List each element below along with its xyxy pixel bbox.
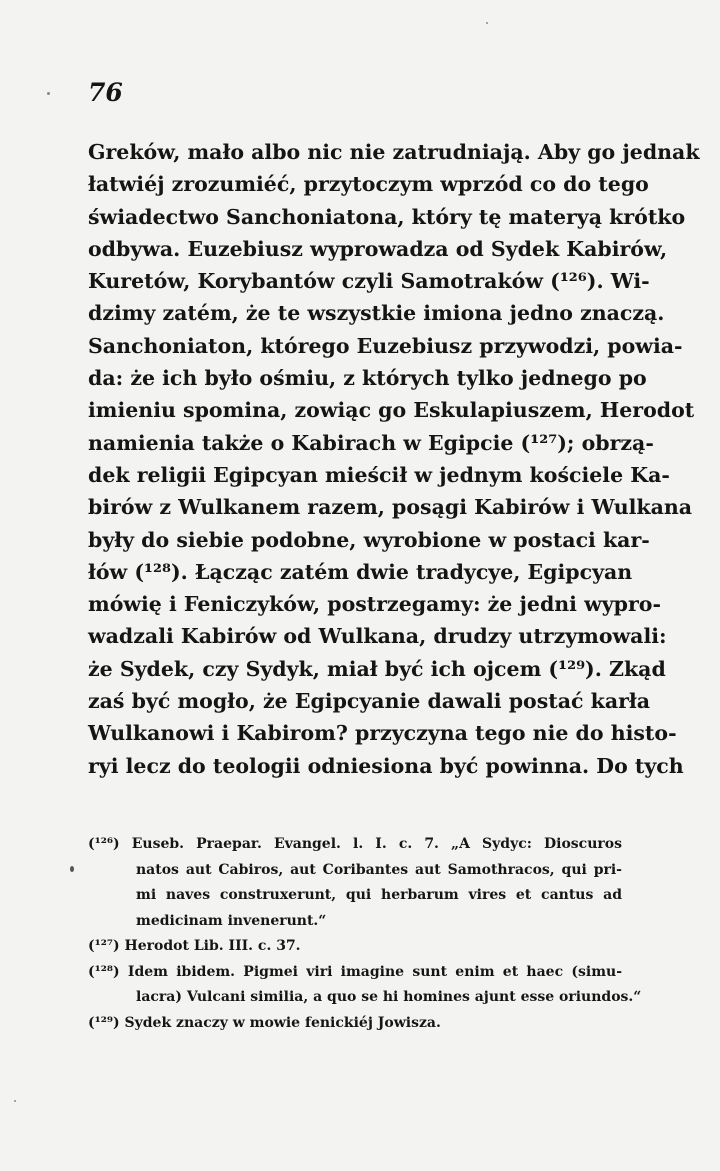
text-line: były do siebie podobne, wyrobione w postaci kar- — [88, 527, 650, 552]
text-line: Wulkanowi i Kabirom? przyczyna tego nie do histo- — [88, 721, 677, 746]
page-number: 76 — [88, 78, 123, 107]
footnote-line: lacra) Vulcani similia, a quo se hi homines ajunt esse oriundos.“ — [136, 989, 642, 1005]
text-line: namienia także o Kabirach w Egipcie (¹²⁷); obrzą- — [88, 430, 654, 455]
ink-speck — [486, 22, 488, 24]
ink-speck — [70, 866, 74, 872]
footnote-line: (¹²⁶) Euseb. Praepar. Evangel. l. I. c. 7. „A Sydyc: Dioscuros — [88, 836, 622, 852]
text-line: ryi lecz do teologii odniesiona być powinna. Do tych — [88, 753, 684, 778]
ink-speck — [14, 1100, 16, 1102]
footnote-line: natos aut Cabiros, aut Coribantes aut Samothracos, qui pri- — [136, 861, 622, 878]
text-line: imieniu spomina, zowiąc go Eskulapiuszem, Herodot — [88, 398, 695, 423]
main-text — [88, 136, 700, 782]
footnote-line: medicinam invenerunt.“ — [136, 912, 327, 929]
text-line: zaś być mogło, że Egipcyanie dawali postać karła — [88, 689, 651, 714]
text-line: Kuretów, Korybantów czyli Samotraków (¹²⁶). Wi- — [88, 269, 650, 294]
text-line: wadzali Kabirów od Wulkana, drudzy utrzymowali: — [88, 624, 667, 649]
text-line: że Sydek, czy Sydyk, miał być ich ojcem (¹²⁹). Zkąd — [88, 656, 666, 681]
footnote-line: (¹²⁹) Sydek znaczy w mowie fenickiéj Jowisza. — [88, 1014, 441, 1031]
text-line: Sanchoniaton, którego Euzebiusz przywodzi, powia- — [88, 333, 683, 358]
text-line: mówię i Feniczyków, postrzegamy: że jedni wypro- — [88, 592, 661, 617]
text-line: Greków, mało albo nic nie zatrudniają. Aby go jednak — [88, 140, 700, 164]
text-line: dzimy zatém, że te wszystkie imiona jedno znaczą. — [88, 301, 665, 326]
text-line: świadectwo Sanchoniatona, który tę materyą krótko — [88, 204, 686, 229]
text-line: łatwiéj zrozumiéć, przytoczym wprzód co do tego — [88, 172, 649, 197]
text-line: odbywa. Euzebiusz wyprowadza od Sydek Kabirów, — [88, 236, 668, 261]
text-line: da: że ich było ośmiu, z których tylko jednego po — [88, 366, 647, 391]
text-line: łów (¹²⁸). Łącząc zatém dwie tradycye, Egipcyan — [88, 559, 633, 584]
footnote-line: (¹²⁷) Herodot Lib. III. c. 37. — [88, 938, 301, 954]
footnote-line: mi naves construxerunt, qui herbarum vires et cantus ad — [136, 887, 622, 903]
text-line: dek religii Egipcyan mieścił w jednym kościele Ka- — [88, 462, 670, 487]
ink-speck — [47, 92, 50, 95]
footnotes — [88, 832, 642, 1036]
footnote-line: (¹²⁸) Idem ibidem. Pigmei viri imagine sunt enim et haec (simu- — [88, 963, 622, 980]
text-line: birów z Wulkanem razem, posągi Kabirów i Wulkana — [88, 495, 693, 520]
